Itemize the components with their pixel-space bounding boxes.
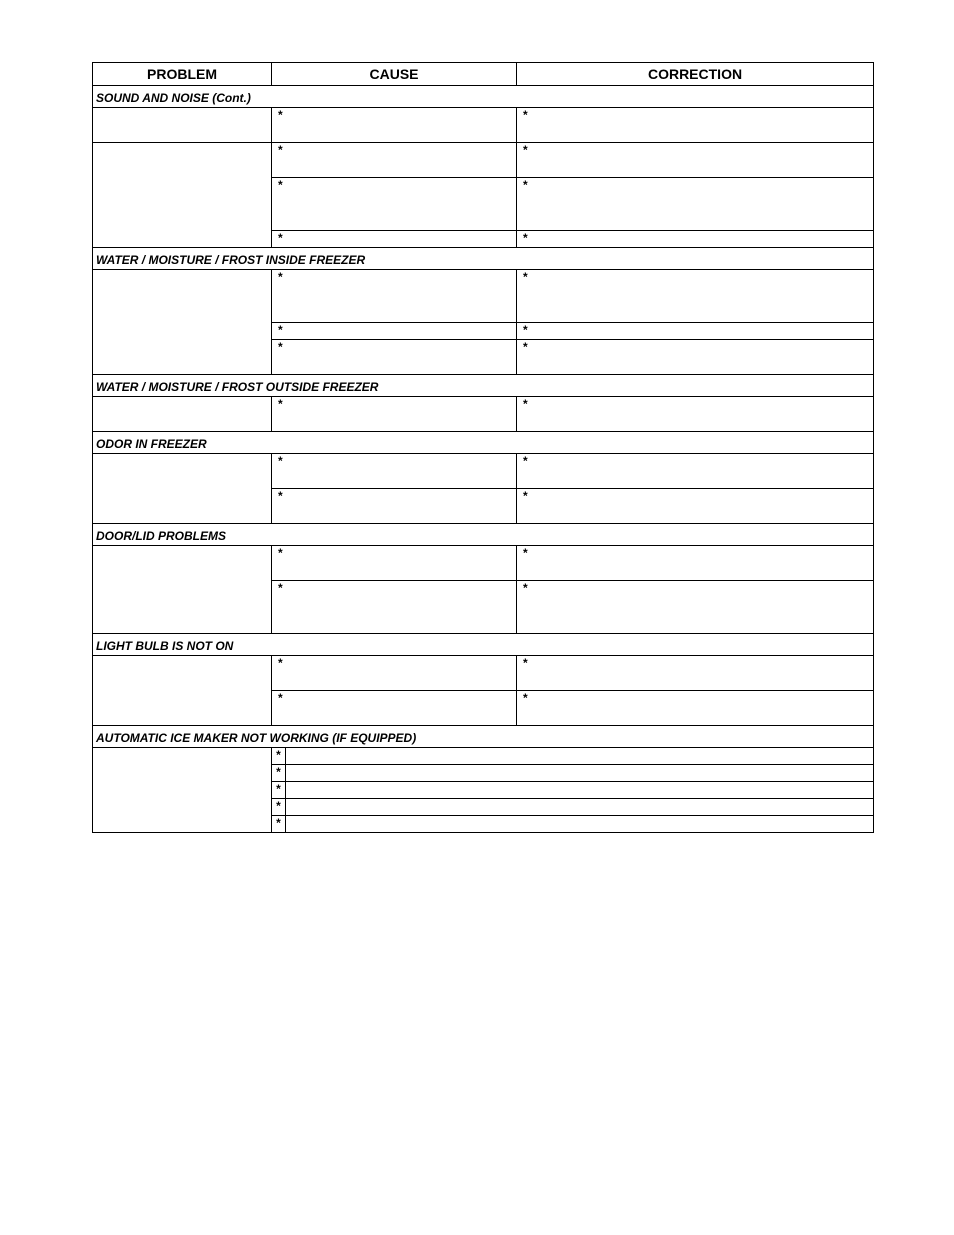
problem-cell [93,143,272,248]
correction-cell [517,397,874,432]
problem-cell [93,270,272,375]
correction-cell [517,340,874,375]
cause-cell [272,489,517,524]
table-row [93,656,874,691]
cause-cell [272,397,517,432]
section-row [93,726,874,748]
section-row [93,86,874,108]
bullet-mark: * [523,546,528,560]
troubleshooting-table [92,62,874,833]
table-row [93,748,874,765]
bullet-mark: * [278,178,283,192]
section-title-light-bulb: LIGHT BULB IS NOT ON [93,634,874,656]
bullet-mark: * [523,691,528,705]
cause-cell [272,143,517,178]
section-row [93,524,874,546]
bullet-cell [272,816,286,833]
bullet-mark: * [278,108,283,122]
correction-cell [517,581,874,634]
cause-column-header: CAUSE [272,63,517,86]
bullet-mark: * [276,816,281,830]
bullet-mark: * [278,231,283,245]
cause-cell [272,178,517,231]
table-row [93,270,874,323]
bullet-mark: * [523,340,528,354]
bullet-mark: * [278,340,283,354]
bullet-mark: * [278,489,283,503]
bullet-mark: * [523,323,528,337]
problem-cell [93,397,272,432]
ice-maker-line [286,816,874,833]
section-row [93,248,874,270]
bullet-mark: * [278,546,283,560]
correction-column-header: CORRECTION [517,63,874,86]
correction-cell [517,656,874,691]
troubleshooting-sheet [92,62,873,833]
bullet-mark: * [278,143,283,157]
bullet-mark: * [276,765,281,779]
bullet-cell [272,765,286,782]
table-row [93,397,874,432]
correction-cell [517,489,874,524]
bullet-mark: * [523,656,528,670]
correction-cell [517,231,874,248]
cause-cell [272,323,517,340]
bullet-mark: * [523,397,528,411]
correction-cell [517,323,874,340]
bullet-mark: * [278,656,283,670]
table-row [93,108,874,143]
bullet-mark: * [523,270,528,284]
section-title-frost-inside: WATER / MOISTURE / FROST INSIDE FREEZER [93,248,874,270]
ice-maker-line [286,782,874,799]
bullet-cell [272,748,286,765]
section-title-door-lid: DOOR/LID PROBLEMS [93,524,874,546]
bullet-cell [272,799,286,816]
section-row [93,432,874,454]
problem-cell [93,546,272,634]
bullet-mark: * [276,748,281,762]
correction-cell [517,108,874,143]
correction-cell [517,143,874,178]
cause-cell [272,340,517,375]
bullet-mark: * [276,782,281,796]
bullet-mark: * [278,323,283,337]
cause-cell [272,546,517,581]
correction-cell [517,691,874,726]
problem-cell [93,748,272,833]
table-row [93,546,874,581]
bullet-mark: * [523,454,528,468]
problem-cell [93,656,272,726]
table-row [93,143,874,178]
section-row [93,634,874,656]
cause-cell [272,108,517,143]
section-row [93,375,874,397]
cause-cell [272,581,517,634]
ice-maker-line [286,799,874,816]
problem-cell [93,454,272,524]
correction-cell [517,270,874,323]
section-title-odor: ODOR IN FREEZER [93,432,874,454]
bullet-mark: * [278,270,283,284]
bullet-mark: * [523,143,528,157]
problem-cell [93,108,272,143]
section-title-frost-outside: WATER / MOISTURE / FROST OUTSIDE FREEZER [93,375,874,397]
cause-cell [272,231,517,248]
bullet-mark: * [278,691,283,705]
section-title-sound-noise: SOUND AND NOISE (Cont.) [93,86,874,108]
bullet-mark: * [523,108,528,122]
section-title-ice-maker: AUTOMATIC ICE MAKER NOT WORKING (IF EQUIPPED) [93,726,874,748]
correction-cell [517,178,874,231]
cause-cell [272,270,517,323]
bullet-mark: * [278,581,283,595]
correction-cell [517,454,874,489]
bullet-mark: * [523,489,528,503]
table-row [93,454,874,489]
ice-maker-line [286,748,874,765]
bullet-mark: * [278,397,283,411]
bullet-mark: * [523,231,528,245]
table-header-row [93,63,874,86]
correction-cell [517,546,874,581]
problem-column-header: PROBLEM [93,63,272,86]
bullet-mark: * [278,454,283,468]
cause-cell [272,454,517,489]
cause-cell [272,656,517,691]
bullet-mark: * [276,799,281,813]
bullet-mark: * [523,178,528,192]
bullet-mark: * [523,581,528,595]
cause-cell [272,691,517,726]
bullet-cell [272,782,286,799]
ice-maker-line [286,765,874,782]
